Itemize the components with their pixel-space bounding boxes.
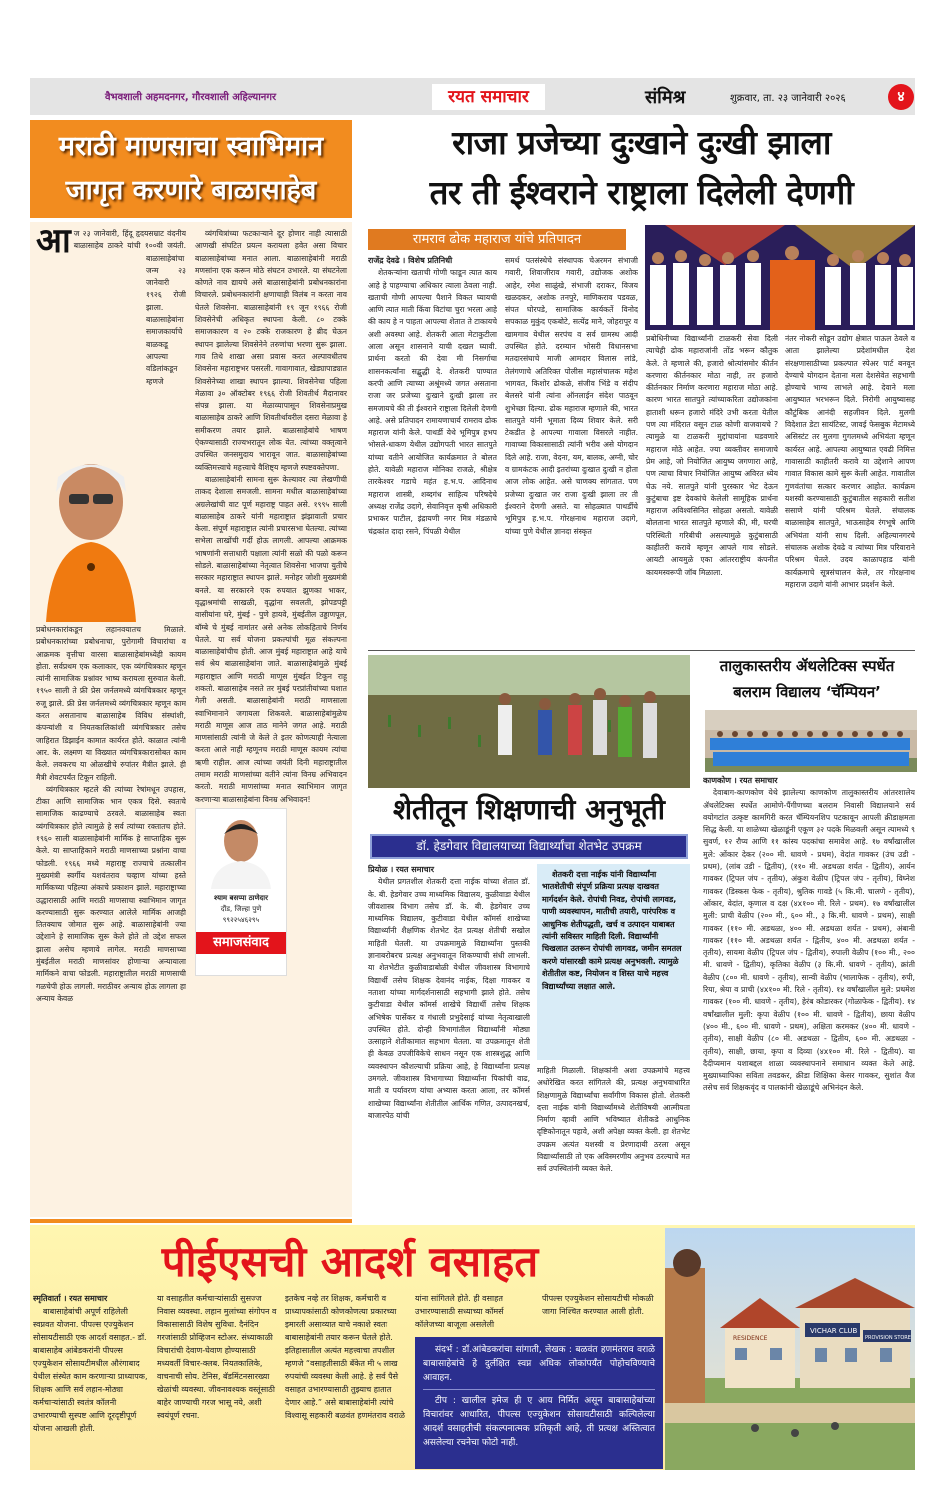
paragraph: बाबासाहेबांची अपूर्ण राहिलेली स्वप्नवत योजना. पीपल्स एज्युकेशन सोसायटीसाठी एक आदर्श वसाहत.- डॉ. बाबासाहेब आंबेडकरांनी पीपल्स एज्युकेशन सोसायटीमधील औरंगाबाद येथील संस्थेत काम करणाऱ्या प्राध्यापक, शिक्षक आणि सर्व लहान-मोठ्या कर्मचाऱ्यांसाठी स्वतंत्र कॉलनी उभारण्याची सुस्पष्ट आणि दूरदृष्टीपूर्ण योजना आखली होती. [33, 1307, 148, 1433]
main-article-col2 [505, 255, 638, 645]
colony-illustration [665, 1228, 915, 1470]
farm-visit-photo [368, 655, 690, 788]
sign-provision-store: PROVISION STORE [865, 1335, 911, 1341]
headline-line-1: राजा प्रजेच्या दुःखाने दुःखी झाला [452, 123, 831, 162]
reference-text: संदर्भ : डॉ.आंबेडकरांचा सांगाती, लेखक : बळवंत हणमंतराव वराळे बाबासाहेबांचे हे दुर्लक्षित स्वप्न अधिक लोकांपर्यंत पोहोचविण्याचे आवाहन. [423, 1343, 655, 1390]
paragraph: बाळासाहेबांनी सामना सुरू केल्यावर त्या लेखणीची ताकद देशाला समजली. सामना मधील बाळासाहेबांच्या अग्रलेखांची वाट पूर्ण महाराष्ट्र पाहत असे. १९९५ साली बाळासाहेब ठाकरे यांनी महाराष्ट्रात झंझावाती प्रचार केला. संपूर्ण महाराष्ट्रात त्यांनी प्रचारसभा घेतल्या. त्यांच्या सभेला लाखोंची गर्दी होऊ लागली. आपल्या आक्रमक भाषणांनी सत्ताधारी पक्षाला त्यांनी सळो की पळो करून सोडले. बाळासाहेबांच्या नेतृत्वात शिवसेना भाजपा युतीचे सरकार महाराष्ट्रात स्थापन झाले. मनोहर जोशी मुख्यमंत्री बनले. या सरकारने एक रुपयात झुणका भाकर, वृद्धाश्रमांची साखळी, वृद्धांना सवलती, झोपडपट्टी वासीयांना घरे, मुंबई - पुणे हायवे, मुंबईतील उड्डाणपूल, बॉम्बे चे मुंबई नामांतर असे अनेक लोकहिताचे निर्णय घेतले. या सर्व योजना प्रकल्पांची मूळ संकल्पना बाळासाहेबांचीच होती. आज मुंबई महाराष्ट्रात आहे याचे सर्व श्रेय बाळासाहेबांना जाते. बाळासाहेबांमुळे मुंबई महाराष्ट्रात आणि मराठी माणूस मुंबईत टिकून राहू शकतो. बाळासाहेब नसते तर मुंबई परप्रांतीयांच्या घशात गेली असती. बाळासाहेबांनी मराठी माणसाला स्वाभिमानाने जगायला शिकवले. बाळासाहेबांमुळेच मराठी माणूस आज ताठ मानेने जगत आहे. मराठी माणसांसाठी त्यांनी जे केले ते इतर कोणत्याही नेत्याला करता आले नाही म्हणूनच मराठी माणूस कायम त्यांचा ऋणी राहील. आज त्यांच्या जयंती दिनी महाराष्ट्रातील तमाम मराठी माणसांच्या वतीने त्यांना विनम्र अभिवादन करतो. मराठी माणसांच्या मनात स्वाभिमान जागृत करणाऱ्या बाळासाहेबांना विनम्र अभिवादन! [195, 474, 347, 804]
author-phone: ९९२२५४६२९५ [222, 916, 260, 924]
athletes-team-photo [705, 710, 917, 772]
ai-note-text: टीप : खालील इमेज ही ए आय निर्मित असून बाबासाहेबांच्या विचारांवर आधारित, पीपल्स एज्युकेशन सोसायटीसाठी कल्पिलेल्या आदर्श वसाहतीची संकल्पनात्मक प्रतिकृती आहे, ती प्रत्यक्ष अस्तित्वात असलेल्या रचनेचा फोटो नाही. [423, 1396, 655, 1448]
main-article-col1 [368, 255, 497, 645]
left-article-col1 [36, 228, 186, 1213]
sign-residence: RESIDENCE [733, 1335, 768, 1342]
pes-headline: पीईएसची आदर्श वसाहत [161, 1237, 539, 1286]
pes-col1 [33, 1292, 151, 1468]
byline: काणकोण । रयत समाचार [703, 776, 778, 785]
paragraph: प्रबोधिनीच्या विद्यार्थ्यांनी टाळकरी सेवा दिली त्याचेही ढोक महाराजांनी तोंड भरून कौतुक केले. ते म्हणाले की, हजारो श्रोत्यांसमोर कीर्तन करणारा कीर्तनकार मोठा नाही, तर हजारो कीर्तनकार निर्माण करणारा महाराज मोठा आहे. कारण भारत सातपुते त्यांच्याकरिता उद्योजकांना हाताशी धरून हजारो मंदिरे उभी करता येतील पण त्या मंदिरात वसून टाळ कोणी वाजवायचे ? त्यामुळे या टाळकरी मुद्दांचायांना घडवणारे महाराज मोठे आहेत. ज्या व्यक्तीवर समाजाचे प्रेम आहे, जो नियोजित आयुष्य जगणारा आहे, पण त्याचा विचार नियोजित आयुष्य अविरत ध्येय घेऊ नये. सातपुते यांनी पुरस्कार भेट देऊन कुटुंबाचा इष्ट देवकांचे केलेली सामूहिक प्रार्थना महाराज अविश्वसिनित सोहळा असतो. यावेळी बोलताना भारत सातपुते म्हणाले की, मी, घरची परिस्थिती गरिबीची असल्यामुळे कुटुंबासाठी काहीतरी करावे म्हणून आपले गाव सोडले. आयटी आयमुळे एका आंतरराष्ट्रीय कंपनीत कायमस्वरूपी जॉब मिळाला. [646, 334, 778, 577]
farm-subhead: डॉ. हेडगेवार विद्यालयाच्या विद्यार्थ्यांचा शेतभेट उपक्रम [370, 834, 688, 859]
newspaper-logo: रयत समाचार [432, 84, 545, 110]
headline-line-1: मराठी माणसाचा स्वाभिमान [58, 131, 324, 162]
headline-line-2: तर ती ईश्वराने राष्ट्राला दिलेली देणगी [429, 173, 854, 212]
left-article-col2 [195, 228, 347, 1213]
paragraph: इतकेच नव्हे तर शिक्षक, कर्मचारी व प्राध्यापकांसाठी कोणकोणत्या प्रकारच्या इमारती असाव्यात याचे नकाशे स्वतः बाबासाहेबांनी तयार करून घेतले होते. इतिहासातील अत्यंत महत्त्वाचा तपशील म्हणजे “वसाहतीसाठी बँकेत मी ५ लाख रुपयांची व्यवस्था केली आहे. हे सर्व पैसे वसाहत उभारण्यासाठी तुझ्याच हातात देणार आहे.” असे बाबासाहेबांनी त्यांचे विश्वासू सहकारी बळवंत हणमंतराव वराळे [285, 1294, 405, 1420]
main-article-col4 [785, 333, 915, 645]
paragraph: या वसाहतीत कर्मचाऱ्यांसाठी सुसज्ज निवास व्यवस्था. लहान मुलांच्या संगोपन व विकासासाठी विशेष सुविधा. दैनंदिन गरजांसाठी प्रोव्हिजन स्टोअर. संध्याकाळी विचारांची देवाण-घेवाण होण्यासाठी मध्यवर्ती विचार-क्लब. नियतकालिके, वाचनाची सोय. टेनिस, बॅडमिंटनसारख्या खेळांची व्यवस्था. जीवनावश्यक वस्तूंसाठी बाहेर जाण्याची गरज भासू नये, अशी स्वयंपूर्ण रचना. [157, 1294, 277, 1420]
author-photo [206, 809, 276, 889]
paragraph: समर्थ पतसंस्थेचे संस्थापक चेअरमन संभाजी गवारी, शिवाजीराव गवारी, उद्योजक अशोक आहेर, रमेश साळुंखे, संभाजी दराकर, विजय खळदकर, अशोक तनपुरे, माणिकराव पडवळ, संपत घोरपडे, सामाजिक कार्यकर्ते विनोद सपकाळ मुकुंद एकबोटे, सत्येंद्र माने, जोहरापूर व खामगाव येथील सरपंच व सर्व ग्रामस्थ आदी उपस्थित होते. दरम्यान भोसरी विधानसभा मतदारसंघाचे माजी आमदार विलास लांडे, तेलंगणाचे अतिरिक्त पोलीस महासंचालक महेश भागवत, किशोर ढोकळे, संजीव भिंडे व संदीप बेलसरे यांनी त्यांना ऑनलाईन संदेश पाठवून शुभेच्छा दिल्या. ढोक महाराज म्हणाले की, भारत सातपुते यांनी भूमाता दिव्य शिवार केले. सरी टेकडीत हे आपल्या गावाला विसरले नाहीत. गावाच्या विकासासाठी त्यांनी भरीव असे योगदान दिले आहे. राजा, वेदना, यम, बालक, अग्नी, चोर व ग्रामकंटक आदी इतरांच्या दुःखात दुःखी न होता आज लोक आहेत. असे चाणक्य सांगतात. पण प्रजेच्या दुःखात जर राजा दुःखी झाला तर ती ईश्वराने देणगी असते. या सोहळ्यात पाथर्डीचे भूमिपुत्र ह.भ.प. गोरक्षनाथ महाराज उदागे, यांच्या पुणे येथील ज्ञानदा संस्कृत [505, 256, 638, 536]
issue-date: शुक्रवार, ता. २३ जानेवारी २०२६ [730, 93, 846, 104]
main-subhead: रामराव ढोक महाराज यांचे प्रतिपादन [368, 229, 626, 250]
farm-headline: शेतीतून शिक्षणाची अनुभूती [393, 793, 665, 826]
divider [368, 650, 915, 651]
headline-line-1: तालुकास्तरीय ॲथलेटिक्स स्पर्धेत [719, 657, 895, 675]
paragraph: माहिती मिळाली. शिक्षकांनी अशा उपक्रमांचे महत्त्व अधोरेखित करत सांगितले की, प्रत्यक्ष अनुभवाधारित शिक्षणामुळे विद्यार्थ्यांचा सर्वांगीण विकास होतो. शेतकरी दत्ता नाईक यांनी विद्यार्थ्यांमध्ये शेतीविषयी आत्मीयता निर्माण व्हावी आणि भविष्यात शेतीकडे आधुनिक दृष्टिकोनातून पहावे, अशी अपेक्षा व्यक्त केली. हा शेतभेट उपक्रम अत्यंत यशस्वी व प्रेरणादायी ठरला असून विद्यार्थ्यांसाठी तो एक अविस्मरणीय अनुभव ठरल्याचे मत सर्व उपस्थितांनी व्यक्त केले. [537, 1066, 690, 1174]
paragraph: व्यंगचित्रकार म्हटले की त्यांच्या रेषांमधून उपहास, टीका आणि सामाजिक भान एकत्र दिसे. स्वतःचे सामाजिक काढण्याचे ठरवले. बाळासाहेब स्वतः व्यंगचित्रकार होते त्यामुळे हे सर्व त्यांच्या रक्तातच होते. १९६० साली बाळासाहेबांनी मार्मिक हे साप्ताहिक सुरू केले. या साप्ताहिकाने मराठी माणसाच्या प्रश्नांना वाचा फोडली. १९६६ मध्ये महाराष्ट्र राज्याचे तत्कालीन मुख्यमंत्री स्वर्गीय यशवंतराव चव्हाण यांच्या हस्ते मार्मिकच्या पहिल्या अंकाचे प्रकाशन झाले. महाराष्ट्राच्या उद्धारासाठी आणि मराठी माणसाचा स्वाभिमान जागृत करण्यासाठी सुरू करण्यात आलेले मार्मिक आजही तितक्याच जोमात सुरू आहे. बाळासाहेबांनी ज्या उद्देशाने हे सामाजिक सुरू केले होते तो उद्देश सफल झाला असेच म्हणावे लागेल. मराठी माणसाच्या मुंबईतील मराठी माणसांवर होणाऱ्या अन्यायाला मार्मिकने वाचा फोडली. महाराष्ट्रातील मराठी माणसाची गळचेपी होऊ लागली. मराठीवर अन्याय होऊ लागला हा अन्याय केवळ [36, 784, 186, 1003]
page-number: ४ [888, 84, 914, 110]
paragraph: शेतकऱ्यांना खताची गोणी फाडून त्यात काय आहे हे पाहण्याचा अधिकार त्याला ठेवला नाही. खताची गोणी आपल्या पैशाने विकत घ्यायची आणि त्यात माती किंवा विटांचा चुरा भरला आहे की काय हे न पाहता आपल्या शेतात ते टाकायचे अशी अवस्था आहे. शेतकरी आता मेटाकुटीला आला असून शासनाने याची दखल घ्यावी. प्रार्थना करतो की देवा मी निसर्गाचा शासनकर्त्यांना सद्बुद्धी दे. शेतकरी पाण्यात करपी आणि त्याच्या अश्रूंमध्ये जगत असताना राजा जर प्रजेच्या दुःखाने दुःखी झाला तर समजायचे की ती ईश्वराने राष्ट्राला दिलेली देणगी आहे. असे प्रतिपादन रामायणाचार्य रामराव ढोक महाराज यांनी केले. पाथर्डी येथे भूमिपुत्र हभप भोसले-धाकण येथील उद्योगपती भारत सातपुते यांच्या वतीने आयोजित कार्यक्रमात ते बोलत होते. यावेळी महाराज मोनिका राजळे, श्रीक्षेत्र तारकेश्वर गडाचे महंत ह.भ.प. आदिनाथ महाराज शास्त्री, शब्दगंध साहित्य परिषदेचे अध्यक्ष राजेंद्र उदागे, सेवानिवृत्त कृषी अधिकारी प्रभाकर पाटील, इंद्रायणी नगर मित्र मंडळाचे चंद्रकांत दादा रसने, पिंपळी येथील [368, 268, 497, 536]
paragraph: नंतर नोकरी सोडून उद्योग क्षेत्रात पाऊल ठेवले व आता झालेल्या प्रदेशांमधील देश संरक्षणासाठीच्या प्रकल्पात स्पेअर पार्ट बनवून देण्याचे योगदान देताना मला देशसेवेत सहभागी होण्याचे भाग्य लाभले आहे. देवाने मला आयुष्यात भरभरून दिले. निरोगी आयुष्यासह कौटुंबिक आनंदी सहजीवन दिले. मुलगी विदेशात डेटा सायंटिस्ट, जावई फेसबुक मेटामध्ये असिस्टंट तर मुलगा गुगलमध्ये अभियंता म्हणून कार्यरत आहे. आपल्या आयुष्यात एवढी निमित्त गावासाठी काहीतरी करावे या उद्देशाने आपण गावात विकास कामे सुरू केली आहेत. गावातील गुणवंतांचा सत्कार करणार आहोत. कार्यक्रम यशस्वी करण्यासाठी कुटुंबातील सहकारी सतीश ससाणे यांनी परिश्रम घेतले. संचालक बाळासाहेब सातपुते, भाऊसाहेब रंगभूषे आणि अभियंता यांनी साथ दिली. अहिल्यानगरचे संचालक अशोक देवढे व त्यांच्या मित्र परिवाराने परिश्रम घेतले. उदय काळापहाड यांनी कार्यक्रमाचे सूत्रसंचालन केले, तर गोरक्षनाथ महाराज उदागे यांनी आभार प्रदर्शन केले. [785, 334, 915, 589]
headline-line-2: जागृत करणारे बाळासाहेब [65, 175, 317, 206]
paragraph: ज २३ जानेवारी, हिंदू हृदयसम्राट वंदनीय बाळासाहेब ठाकरे यांची १००वी जयंती. बाळासाहेबांचा जन्म २३ जानेवारी १९२६ रोजी झाला. बाळासाहेबांना समाजकार्याचे बाळकडू आपल्या वडिलांकडून म्हणजे प्रबोधनकारांकडून लहानवयातच मिळाले. प्रबोधनकारांच्या प्रबोधनाचा, पुरोगामी विचारांचा व आक्रमक वृत्तीचा वारसा बाळासाहेबांमध्येही कायम होता. सर्वप्रथम एक कलाकार, एक व्यंगचित्रकार म्हणून त्यांनी सामाजिक प्रश्नांवर भाष्य करायला सुरुवात केली. १९५० साली ते फ्री प्रेस जर्नलमध्ये व्यंगचित्रकार म्हणून रुजू झाले. फ्री प्रेस जर्नलमध्ये व्यंगचित्रकार म्हणून काम करत असतानाच बाळासाहेब विविध संस्थांशी, कंपन्यांशी व नियतकालिकांशी व्यंगचित्रकार तसेच जाहिरात डिझाईन कामात कार्यरत होते. काळात त्यांनी आर. के. लक्ष्मण या विख्यात व्यंगचित्रकारासोबत काम केले. लवकरच या ओळखीचे रुपांतर मैत्रीत झाले. ही मैत्री शेवटपर्यंत टिकून राहिली. [36, 229, 186, 782]
headline-line-2: बलराम विद्यालय ‘चॅम्पियन’ [733, 683, 881, 701]
column-label: समाजसंवाद [196, 932, 286, 954]
pes-col3 [285, 1292, 409, 1468]
author-name: श्याम बसप्पा ठाणेदार [214, 894, 268, 902]
pes-col5 [542, 1292, 662, 1336]
pes-col4 [415, 1292, 535, 1336]
athletics-article-body [703, 775, 915, 1217]
author-box [195, 808, 287, 976]
main-headline [368, 118, 915, 218]
masthead-tagline: वैभवशाली अहमदनगर, गौरवशाली अहिल्यानगर [105, 92, 277, 103]
pes-reference-box [415, 1337, 663, 1469]
paragraph: येथील प्रगतशील शेतकरी दत्ता नाईक यांच्या शेतात डॉ. के. बी. हेडगेवार उच्च माध्यमिक विद्यालय, कुळीवाडा येथील जीवशास्त्र विभाग तसेच डॉ. के. बी. हेडगेवार उच्च माध्यमिक विद्यालय, कुटीवाडा येथील कॉमर्स शाखेच्या विद्यार्थ्यांनी शैक्षणिक शेतभेट देत प्रत्यक्ष शेतीची सखोल माहिती घेतली. या उपक्रमामुळे विद्यार्थ्यांना पुस्तकी ज्ञानाबरोबरच प्रत्यक्ष अनुभवातून शिकण्याची संधी लाभली. या शेतभेटीत कुळीवाडाबोळी येथील जीवशास्त्र विभागाचे विद्यार्थी तसेच शिक्षक देवानंद नाईक, दिक्षा गावकर व नताशा यांच्या मार्गदर्शनासाठी सहभागी झाले होते. तसेच कुटीवाडा येथील कॉमर्स शाखेचे विद्यार्थी तसेच शिक्षक अभिषेक पार्सेकर व गंधाली प्रभुदेसाई यांच्या नेतृत्वाखाली उपस्थित होते. दोन्ही विभागांतील विद्यार्थ्यांनी मोठ्या उत्साहाने शेतीकामात सहभाग घेतला. या उपक्रमातून शेती ही केवळ उपजीविकेचे साधन नसून एक शास्त्रशुद्ध आणि व्यवस्थापन कौशल्याची प्रक्रिया आहे, हे विद्यार्थ्यांना प्रत्यक्ष उमगले. जीवशास्त्र विभागाच्या विद्यार्थ्यांना पिकांची वाढ, माती व पर्यावरण यांचा अभ्यास करता आला, तर कॉमर्स शाखेच्या विद्यार्थ्यांना शेतीतील आर्थिक गणित, उत्पादनखर्च, बाजारपेठ यांची [368, 877, 530, 1120]
main-article-col3 [646, 333, 778, 645]
farm-highlight-box [537, 864, 690, 1060]
farm-article-col1 [368, 864, 530, 1216]
byline: राजेंद्र देवढे । विशेष प्रतिनिधी [368, 256, 453, 265]
byline: प्रियोळ । रयत समाचार [368, 865, 434, 874]
athletics-headline [697, 653, 917, 705]
byline: स्मृतिवार्ता । रयत समाचार [33, 1294, 108, 1303]
divider [30, 1219, 352, 1223]
sign-vichar-club: VICHAR CLUB [810, 1327, 858, 1335]
left-article-headline [30, 120, 352, 218]
pes-col2 [157, 1292, 279, 1468]
kirtan-event-photo [645, 225, 915, 330]
farm-article-col2 [537, 1065, 690, 1217]
balasaheb-photo [36, 432, 142, 622]
paragraph: देवाबाग-काणकोण येथे झालेल्या काणकोण तालुकास्तरीय आंतरशालेय ॲथलेटिक्स स्पर्धेत आमोणे-पैंगीणच्या बलराम निवासी विद्यालयाने सर्व वयोगटांत उत्कृष्ट कामगिरी करत चॅम्पियनशिप पटकावून आपली क्रीडाक्षमता सिद्ध केली. या शाळेच्या खेळाडूंनी एकूण ३२ पदके मिळवली असून त्यामध्ये ९ सुवर्ण, १२ रौप्य आणि ११ कांस्य पदकांचा समावेश आहे. १७ वर्षांखालील मुले: ओंकार देकर (२०० मी. धावणे - प्रथम), वेदांत गावकर (उंच उडी - प्रथम), (लांब उडी - द्वितीय), (११० मी. अडथळा शर्यत - द्वितीय), आर्यन गावकर (ट्रिपल जंप - तृतीय), अंकुश वेळीप (ट्रिपल जंप - तृतीय), विघ्नेश गावकर (डिस्कस फेक - तृतीय), श्रुतिक गावडे (५ कि.मी. चालणे - तृतीय), ओंकार, वेदांत, कृणाल व दक्ष (४x१०० मी. रिले - प्रथम). १७ वर्षांखालील मुली: प्राची वेळीप (२०० मी., ६०० मी., ३ कि.मी. धावणे - प्रथम), साक्षी गावकर (११० मी. अडथळा, ४०० मी. अडथळा शर्यत - प्रथम), अंबानी गावकर (११० मी. अडथळा शर्यत - द्वितीय, ४०० मी. अडथळा शर्यत - तृतीय), सायमा वेळीप (ट्रिपल जंप - द्वितीय), रुपाली वेळीप (१०० मी., २०० मी. धावणे - द्वितीय), कृतिका वेळीप (३ कि.मी. धावणे - तृतीय), क्रांती वेळीप (८०० मी. धावणे - तृतीय), सान्वी वेळीप (भालाफेक - तृतीय), रुपी, रिया, श्रेया व प्राची (४x१०० मी. रिले - तृतीय). १४ वर्षांखालील मुले: प्रथमेश गावकर (१०० मी. धावणे - तृतीय), हेरंब कोडारकर (गोळाफेक - द्वितीय). १४ वर्षांखालील मुली: कृपा वेळीप (१०० मी. धावणे - द्वितीय), छाया वेळीप (४०० मी., ६०० मी. धावणे - प्रथम), अक्षिता करमकर (४०० मी. धावणे - तृतीय), साक्षी वेळीप (८० मी. अडथळा - द्वितीय, ६०० मी. अडथळा - तृतीय), साक्षी, छाया, कृपा व दिव्या (४x१०० मी. रिले - द्वितीय). या दैदीप्यमान यशाबद्दल शाळा व्यवस्थापनाने समाधान व्यक्त केले आहे. मुख्याध्यापिका सविता तवडकर, क्रीडा शिक्षिका केसर गावकर, सुशांत वैज तसेच सर्व शिक्षकवृंद व पालकांनी खेळाडूंचे अभिनंदन केले. [703, 788, 915, 1093]
paragraph: व्यंगचित्रांच्या फटकाऱ्याने दूर होणार नाही त्यासाठी आणखी संघटित प्रयत्न करायला हवेत असा विचार बाळासाहेबांच्या मनात आला. बाळासाहेबांनी मराठी मणसांना एक करून मोठे संघटन उभारले. या संघटनेला कोणते नाव द्यायचे असे बाळासाहेबांनी प्रबोधनकारांना विचारले. प्रबोधनकारांनी क्षणाचाही विलंब न करता नाव घेतले शिवसेना. बाळासाहेबांनी १९ जून १९६६ रोजी शिवसेनेची अधिकृत स्थापना केली. ८० टक्के समाजकारण व २० टक्के राजकारण हे ब्रीद घेऊन स्थापन झालेल्या शिवसेनेने तरुणांचा भरणा सुरू झाला. गाव तिथे शाखा असा प्रवास करत अल्पावधीतच शिवसेना महाराष्ट्रभर पसरली. गावागावात, खेड्यापाड्यात शिवसेनेच्या शाखा स्थापन झाल्या. शिवसेनेचा पहिला मेळावा ३० ऑक्टोबर १९६६ रोजी शिवतीर्थ मैदानावर संपन्न झाला. या मेळाव्यापासून शिवसेनाप्रमुख बाळासाहेब ठाकरे आणि शिवतीर्थावरील दसरा मेळावा हे समीकरण तयार झाले. बाळासाहेबांचे भाषण ऐकण्यासाठी राज्यभरातून लोक येत. त्यांच्या वक्तृत्वाने उपस्थित जनसमुदाय भारावून जात. बाळासाहेबांच्या व्यक्तिमत्त्वाचे महत्त्वाचे वैशिष्ट्य म्हणजे स्पष्टवक्तेपणा. [195, 229, 347, 472]
paragraph: यांना सांगितले होते. ही वसाहत उभारण्यासाठी सध्याच्या कॉमर्स कॉलेजच्या बाजूला असलेली [415, 1294, 504, 1329]
dropcap: आ [36, 228, 71, 261]
section-name: संमिश्र [645, 87, 686, 108]
highlight-text: शेतकरी दत्ता नाईक यांनी विद्यार्थ्यांना भातशेतीची संपूर्ण प्रक्रिया प्रत्यक्ष दाखवत मार्गदर्शन केले. रोपांची निवड, रोपांची लागवड, पाणी व्यवस्थापन, मातीची तयारी, पारंपरिक व आधुनिक शेतीपद्धती, खर्च व उत्पादन याबाबत त्यांनी सविस्तर माहिती दिली. विद्यार्थ्यांनी चिखलात उतरून रोपांची लागवड, जमीन समतल करणे यांसारखी कामे प्रत्यक्ष अनुभवली. त्यामुळे शेतीतील कष्ट, नियोजन व शिस्त याचे महत्त्व विद्यार्थ्यांच्या लक्षात आले. [542, 870, 682, 991]
author-place: दौंड, जिल्हा पुणे [220, 905, 262, 913]
paragraph: पीपल्स एज्युकेशन सोसायटीची मोकळी जागा निश्चित करण्यात आली होती. [542, 1294, 654, 1316]
